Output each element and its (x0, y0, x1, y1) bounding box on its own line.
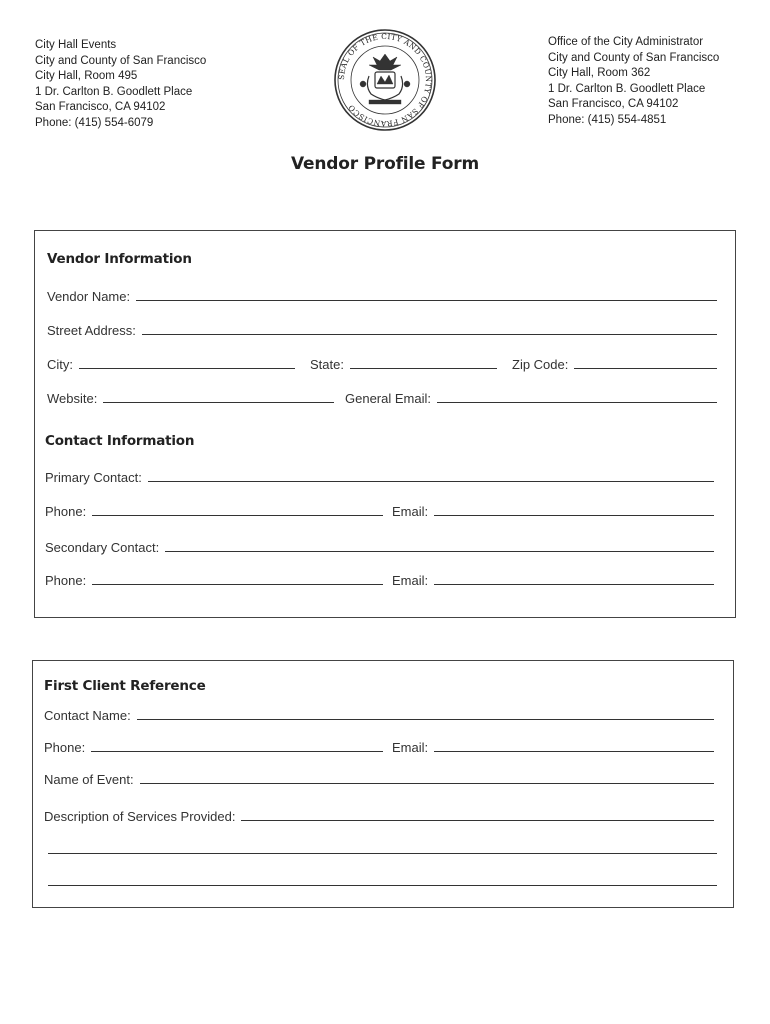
city-field[interactable] (47, 355, 295, 373)
secondary-phone-line[interactable] (92, 584, 383, 585)
event-name-line[interactable] (140, 783, 714, 784)
zip-code-line[interactable] (574, 368, 717, 369)
secondary-phone-field[interactable] (45, 571, 383, 589)
city-administrator-address (548, 35, 719, 129)
phone-label: Phone: (45, 504, 87, 519)
city-hall-events-address (35, 38, 206, 132)
address-line: City Hall, Room 362 (548, 67, 651, 80)
services-description-line-2[interactable] (48, 853, 717, 854)
vendor-name-line[interactable] (136, 300, 717, 301)
primary-email-field[interactable] (392, 502, 714, 520)
secondary-contact-field[interactable] (45, 538, 714, 556)
contact-information-heading: Contact Information (45, 433, 195, 449)
zip-code-field[interactable] (512, 355, 717, 373)
website-label: Website: (47, 391, 98, 406)
address-line: City Hall, Room 495 (35, 70, 138, 83)
address-line: Phone: (415) 554-4851 (548, 113, 667, 126)
reference-phone-line[interactable] (91, 751, 383, 752)
reference-contact-name-line[interactable] (137, 719, 714, 720)
primary-phone-field[interactable] (45, 502, 383, 520)
reference-contact-name-field[interactable] (44, 706, 714, 724)
city-seal-icon (333, 28, 437, 132)
services-description-label: Description of Services Provided: (44, 809, 236, 824)
general-email-field[interactable] (345, 389, 717, 407)
page-title: Vendor Profile Form (291, 154, 479, 174)
address-line: City Hall Events (35, 39, 117, 51)
zip-code-label: Zip Code: (512, 357, 569, 372)
address-line: San Francisco, CA 94102 (35, 101, 166, 114)
event-name-field[interactable] (44, 770, 714, 788)
address-line: City and County of San Francisco (548, 51, 720, 64)
address-line: City and County of San Francisco (35, 54, 207, 67)
city-label: City: (47, 357, 73, 372)
vendor-name-field[interactable] (47, 287, 717, 305)
website-line[interactable] (103, 402, 334, 403)
primary-contact-line[interactable] (148, 481, 714, 482)
phone-label: Phone: (45, 573, 87, 588)
secondary-contact-line[interactable] (165, 551, 714, 552)
address-line: Phone: (415) 554-6079 (35, 116, 154, 129)
reference-email-field[interactable] (392, 738, 714, 756)
address-line: Office of the City Administrator (548, 36, 704, 48)
event-name-label: Name of Event: (44, 772, 134, 787)
state-label: State: (310, 357, 344, 372)
state-line[interactable] (350, 368, 497, 369)
address-line: San Francisco, CA 94102 (548, 98, 679, 111)
address-line: 1 Dr. Carlton B. Goodlett Place (548, 82, 706, 95)
email-label: Email: (392, 573, 429, 588)
primary-contact-label: Primary Contact: (45, 470, 142, 485)
city-line[interactable] (79, 368, 295, 369)
general-email-line[interactable] (437, 402, 717, 403)
website-field[interactable] (47, 389, 334, 407)
primary-contact-field[interactable] (45, 468, 714, 486)
address-line: 1 Dr. Carlton B. Goodlett Place (35, 85, 193, 98)
general-email-label: General Email: (345, 391, 431, 406)
vendor-information-heading: Vendor Information (47, 251, 192, 267)
secondary-contact-label: Secondary Contact: (45, 540, 160, 555)
services-description-field[interactable] (44, 807, 714, 825)
street-address-field[interactable] (47, 321, 717, 339)
contact-name-label: Contact Name: (44, 708, 131, 723)
email-label: Email: (392, 740, 429, 755)
services-description-line[interactable] (241, 820, 714, 821)
state-field[interactable] (310, 355, 497, 373)
svg-text:SEAL OF THE CITY AND COUNTY OF: SEAL OF THE CITY AND COUNTY OF SAN FRANCISCO (336, 31, 434, 129)
street-address-line[interactable] (142, 334, 717, 335)
street-address-label: Street Address: (47, 323, 136, 338)
reference-phone-field[interactable] (44, 738, 383, 756)
phone-label: Phone: (44, 740, 86, 755)
vendor-name-label: Vendor Name: (47, 289, 131, 304)
primary-phone-line[interactable] (92, 515, 383, 516)
email-label: Email: (392, 504, 429, 519)
first-client-reference-heading: First Client Reference (44, 678, 206, 694)
reference-email-line[interactable] (434, 751, 714, 752)
services-description-line-3[interactable] (48, 885, 717, 886)
secondary-email-line[interactable] (434, 584, 714, 585)
primary-email-line[interactable] (434, 515, 714, 516)
secondary-email-field[interactable] (392, 571, 714, 589)
